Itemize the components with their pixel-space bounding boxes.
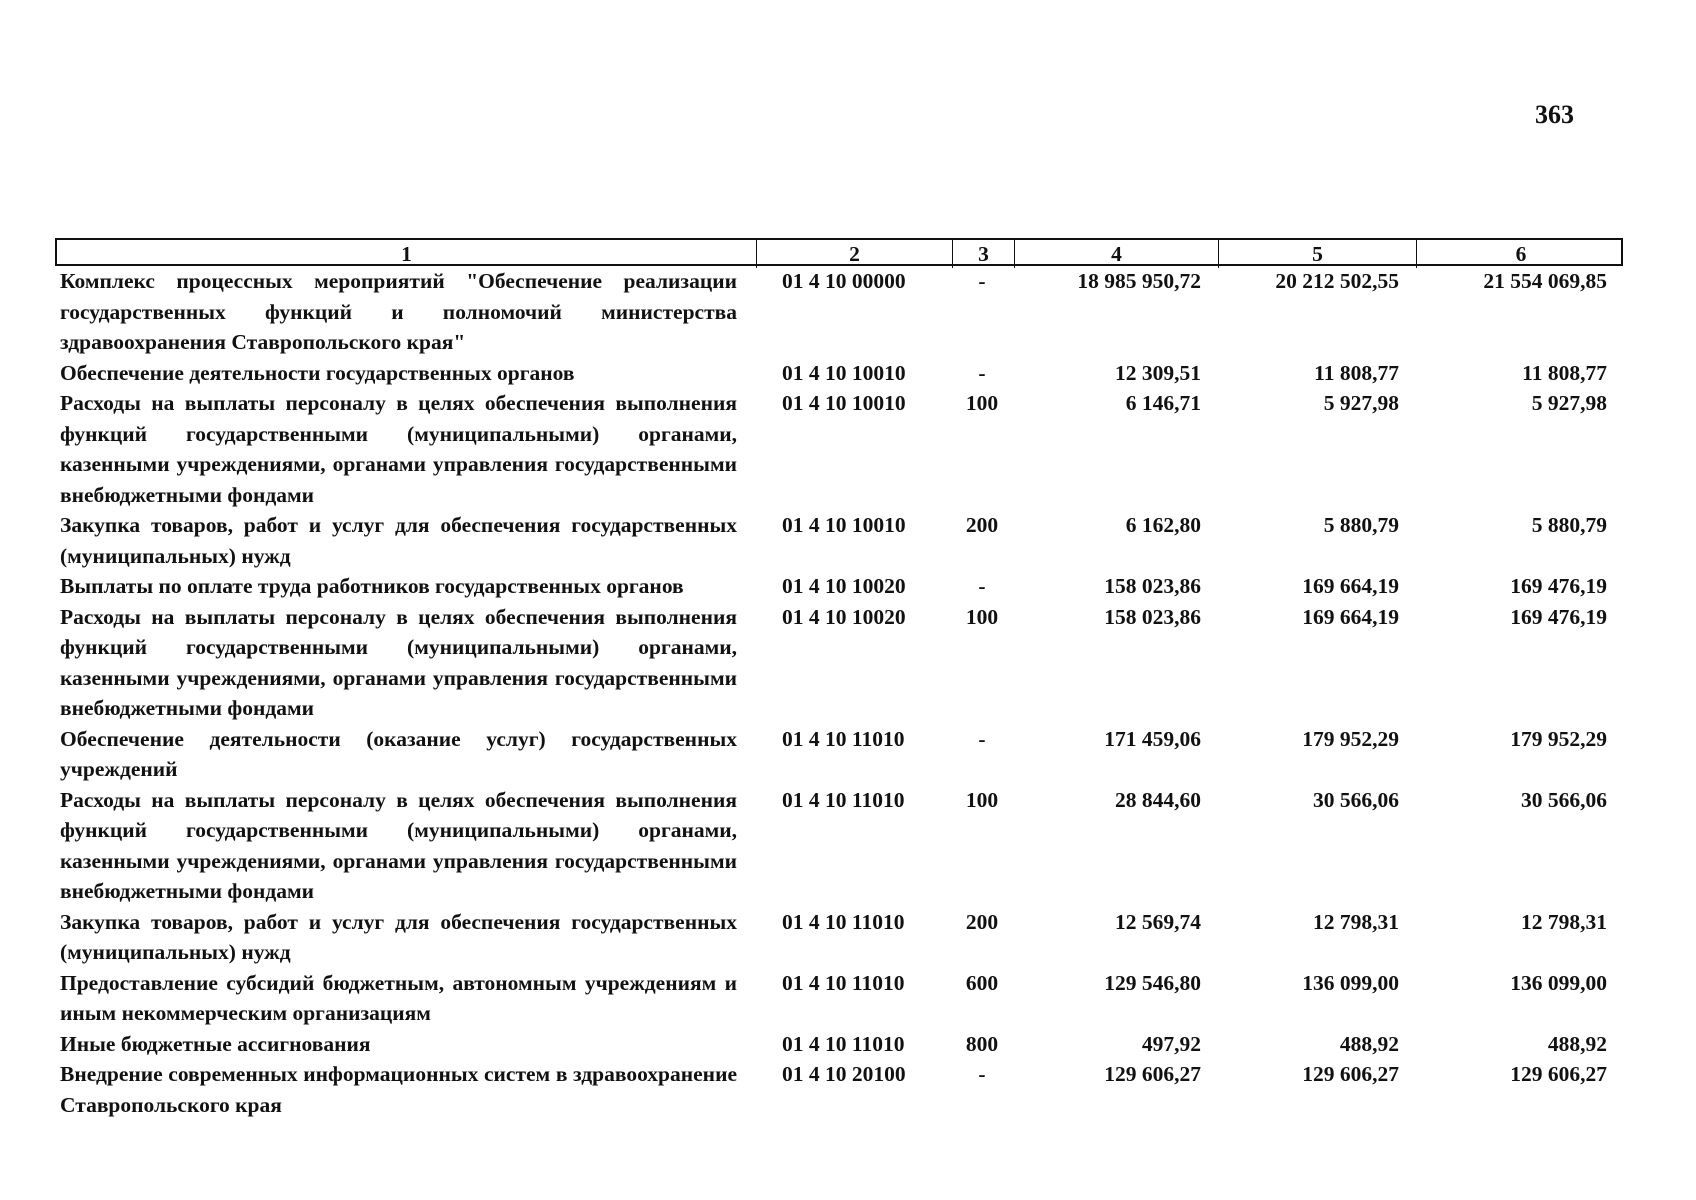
target-article-code: 01 4 10 10020: [782, 604, 906, 629]
amount-col-4: 6 162,80: [1125, 513, 1201, 537]
amount-col-5: 169 664,19: [1302, 574, 1399, 598]
table-header-row: [55, 238, 1623, 266]
amount-col-6: 136 099,00: [1510, 970, 1607, 995]
column-header: 3: [953, 240, 1015, 268]
table-row: [55, 510, 1623, 571]
expense-type-code: -: [978, 1062, 986, 1086]
table-row: [55, 571, 1623, 602]
table-row: [55, 1059, 1623, 1120]
column-header: 4: [1015, 240, 1219, 268]
table-row: [55, 724, 1623, 785]
row-description: Выплаты по оплате труда работников государственных органов: [60, 574, 684, 598]
amount-col-6: 11 808,77: [1522, 360, 1607, 385]
table-row: [55, 266, 1623, 358]
amount-col-4: 158 023,86: [1104, 604, 1201, 629]
amount-col-4: 129 606,27: [1104, 1062, 1201, 1086]
target-article-code: 01 4 10 11010: [782, 1031, 905, 1056]
amount-col-5: 5 880,79: [1323, 513, 1399, 537]
row-description: Расходы на выплаты персоналу в целях обеспечения выполнения функций государственными (муниципальными) органами, казенными учреждениями, органами управления государственными внебюджетными фондами: [60, 604, 737, 720]
amount-col-4: 129 546,80: [1104, 970, 1201, 995]
amount-col-4: 12 569,74: [1115, 909, 1201, 934]
amount-col-5: 5 927,98: [1323, 391, 1399, 415]
table-row: [55, 388, 1623, 510]
expense-type-code: -: [978, 574, 986, 598]
amount-col-4: 6 146,71: [1125, 391, 1201, 415]
expense-type-code: -: [978, 726, 986, 751]
row-description: Закупка товаров, работ и услуг для обеспечения государственных (муниципальных) нужд: [60, 909, 737, 964]
row-description: Внедрение современных информационных систем в здравоохранение Ставропольского края: [60, 1062, 737, 1117]
table-row: [55, 358, 1623, 389]
budget-table: [55, 238, 1623, 1120]
table-row: [55, 1029, 1623, 1060]
amount-col-6: 21 554 069,85: [1483, 269, 1607, 293]
row-description: Предоставление субсидий бюджетным, автономным учреждениям и иным некоммерческим организациям: [60, 970, 737, 1025]
row-description: Расходы на выплаты персоналу в целях обеспечения выполнения функций государственными (муниципальными) органами, казенными учреждениями, органами управления государственными внебюджетными фондами: [60, 787, 737, 903]
target-article-code: 01 4 10 20100: [782, 1062, 906, 1086]
amount-col-6: 169 476,19: [1510, 604, 1607, 629]
column-header: 6: [1515, 242, 1527, 266]
amount-col-4: 158 023,86: [1104, 574, 1201, 598]
table-body: [55, 266, 1623, 1120]
amount-col-6: 5 880,79: [1531, 513, 1607, 537]
expense-type-code: 600: [965, 970, 999, 995]
amount-col-6: 12 798,31: [1521, 909, 1607, 934]
amount-col-5: 20 212 502,55: [1275, 269, 1399, 293]
amount-col-5: 136 099,00: [1302, 970, 1399, 995]
row-description: Комплекс процессных мероприятий "Обеспечение реализации государственных функций и полномочий министерства здравоохранения Ставропольского края": [60, 269, 737, 354]
target-article-code: 01 4 10 11010: [782, 726, 905, 751]
amount-col-5: 169 664,19: [1302, 604, 1399, 629]
target-article-code: 01 4 10 10010: [782, 360, 906, 385]
amount-col-5: 179 952,29: [1302, 726, 1399, 751]
expense-type-code: -: [978, 360, 986, 385]
amount-col-5: 488,92: [1339, 1031, 1399, 1056]
amount-col-5: 129 606,27: [1302, 1062, 1399, 1086]
amount-col-6: 30 566,06: [1521, 787, 1607, 812]
target-article-code: 01 4 10 10010: [782, 513, 906, 537]
column-header: 1: [57, 240, 757, 268]
amount-col-4: 28 844,60: [1115, 787, 1201, 812]
amount-col-4: 18 985 950,72: [1077, 269, 1201, 293]
expense-type-code: 800: [965, 1031, 999, 1056]
expense-type-code: 100: [965, 391, 999, 415]
expense-type-code: 200: [965, 513, 999, 537]
amount-col-5: 11 808,77: [1314, 360, 1399, 385]
target-article-code: 01 4 10 10010: [782, 391, 906, 415]
expense-type-code: -: [978, 269, 986, 293]
target-article-code: 01 4 10 11010: [782, 970, 905, 995]
amount-col-4: 171 459,06: [1104, 726, 1201, 751]
expense-type-code: 100: [965, 604, 999, 629]
amount-col-5: 12 798,31: [1313, 909, 1399, 934]
table-row: [55, 602, 1623, 724]
expense-type-code: 100: [965, 787, 999, 812]
amount-col-6: 179 952,29: [1510, 726, 1607, 751]
amount-col-6: 129 606,27: [1510, 1062, 1607, 1086]
amount-col-6: 5 927,98: [1531, 391, 1607, 415]
table-row: [55, 785, 1623, 907]
table-row: [55, 907, 1623, 968]
row-description: Обеспечение деятельности государственных органов: [60, 360, 575, 385]
row-description: Закупка товаров, работ и услуг для обеспечения государственных (муниципальных) нужд: [60, 513, 737, 568]
page-number: 363: [1535, 100, 1574, 129]
amount-col-5: 30 566,06: [1313, 787, 1399, 812]
amount-col-6: 488,92: [1547, 1031, 1607, 1056]
target-article-code: 01 4 10 11010: [782, 787, 905, 812]
row-description: Расходы на выплаты персоналу в целях обеспечения выполнения функций государственными (муниципальными) органами, казенными учреждениями, органами управления государственными внебюджетными фондами: [60, 391, 737, 507]
table-row: [55, 968, 1623, 1029]
column-header: 5: [1219, 240, 1417, 268]
row-description: Обеспечение деятельности (оказание услуг) государственных учреждений: [60, 726, 737, 781]
target-article-code: 01 4 10 00000: [782, 269, 906, 293]
amount-col-4: 12 309,51: [1115, 360, 1201, 385]
row-description: Иные бюджетные ассигнования: [60, 1031, 371, 1056]
target-article-code: 01 4 10 11010: [782, 909, 905, 934]
target-article-code: 01 4 10 10020: [782, 574, 906, 598]
expense-type-code: 200: [965, 909, 999, 934]
amount-col-4: 497,92: [1141, 1031, 1201, 1056]
column-header: 2: [757, 240, 953, 268]
amount-col-6: 169 476,19: [1510, 574, 1607, 598]
